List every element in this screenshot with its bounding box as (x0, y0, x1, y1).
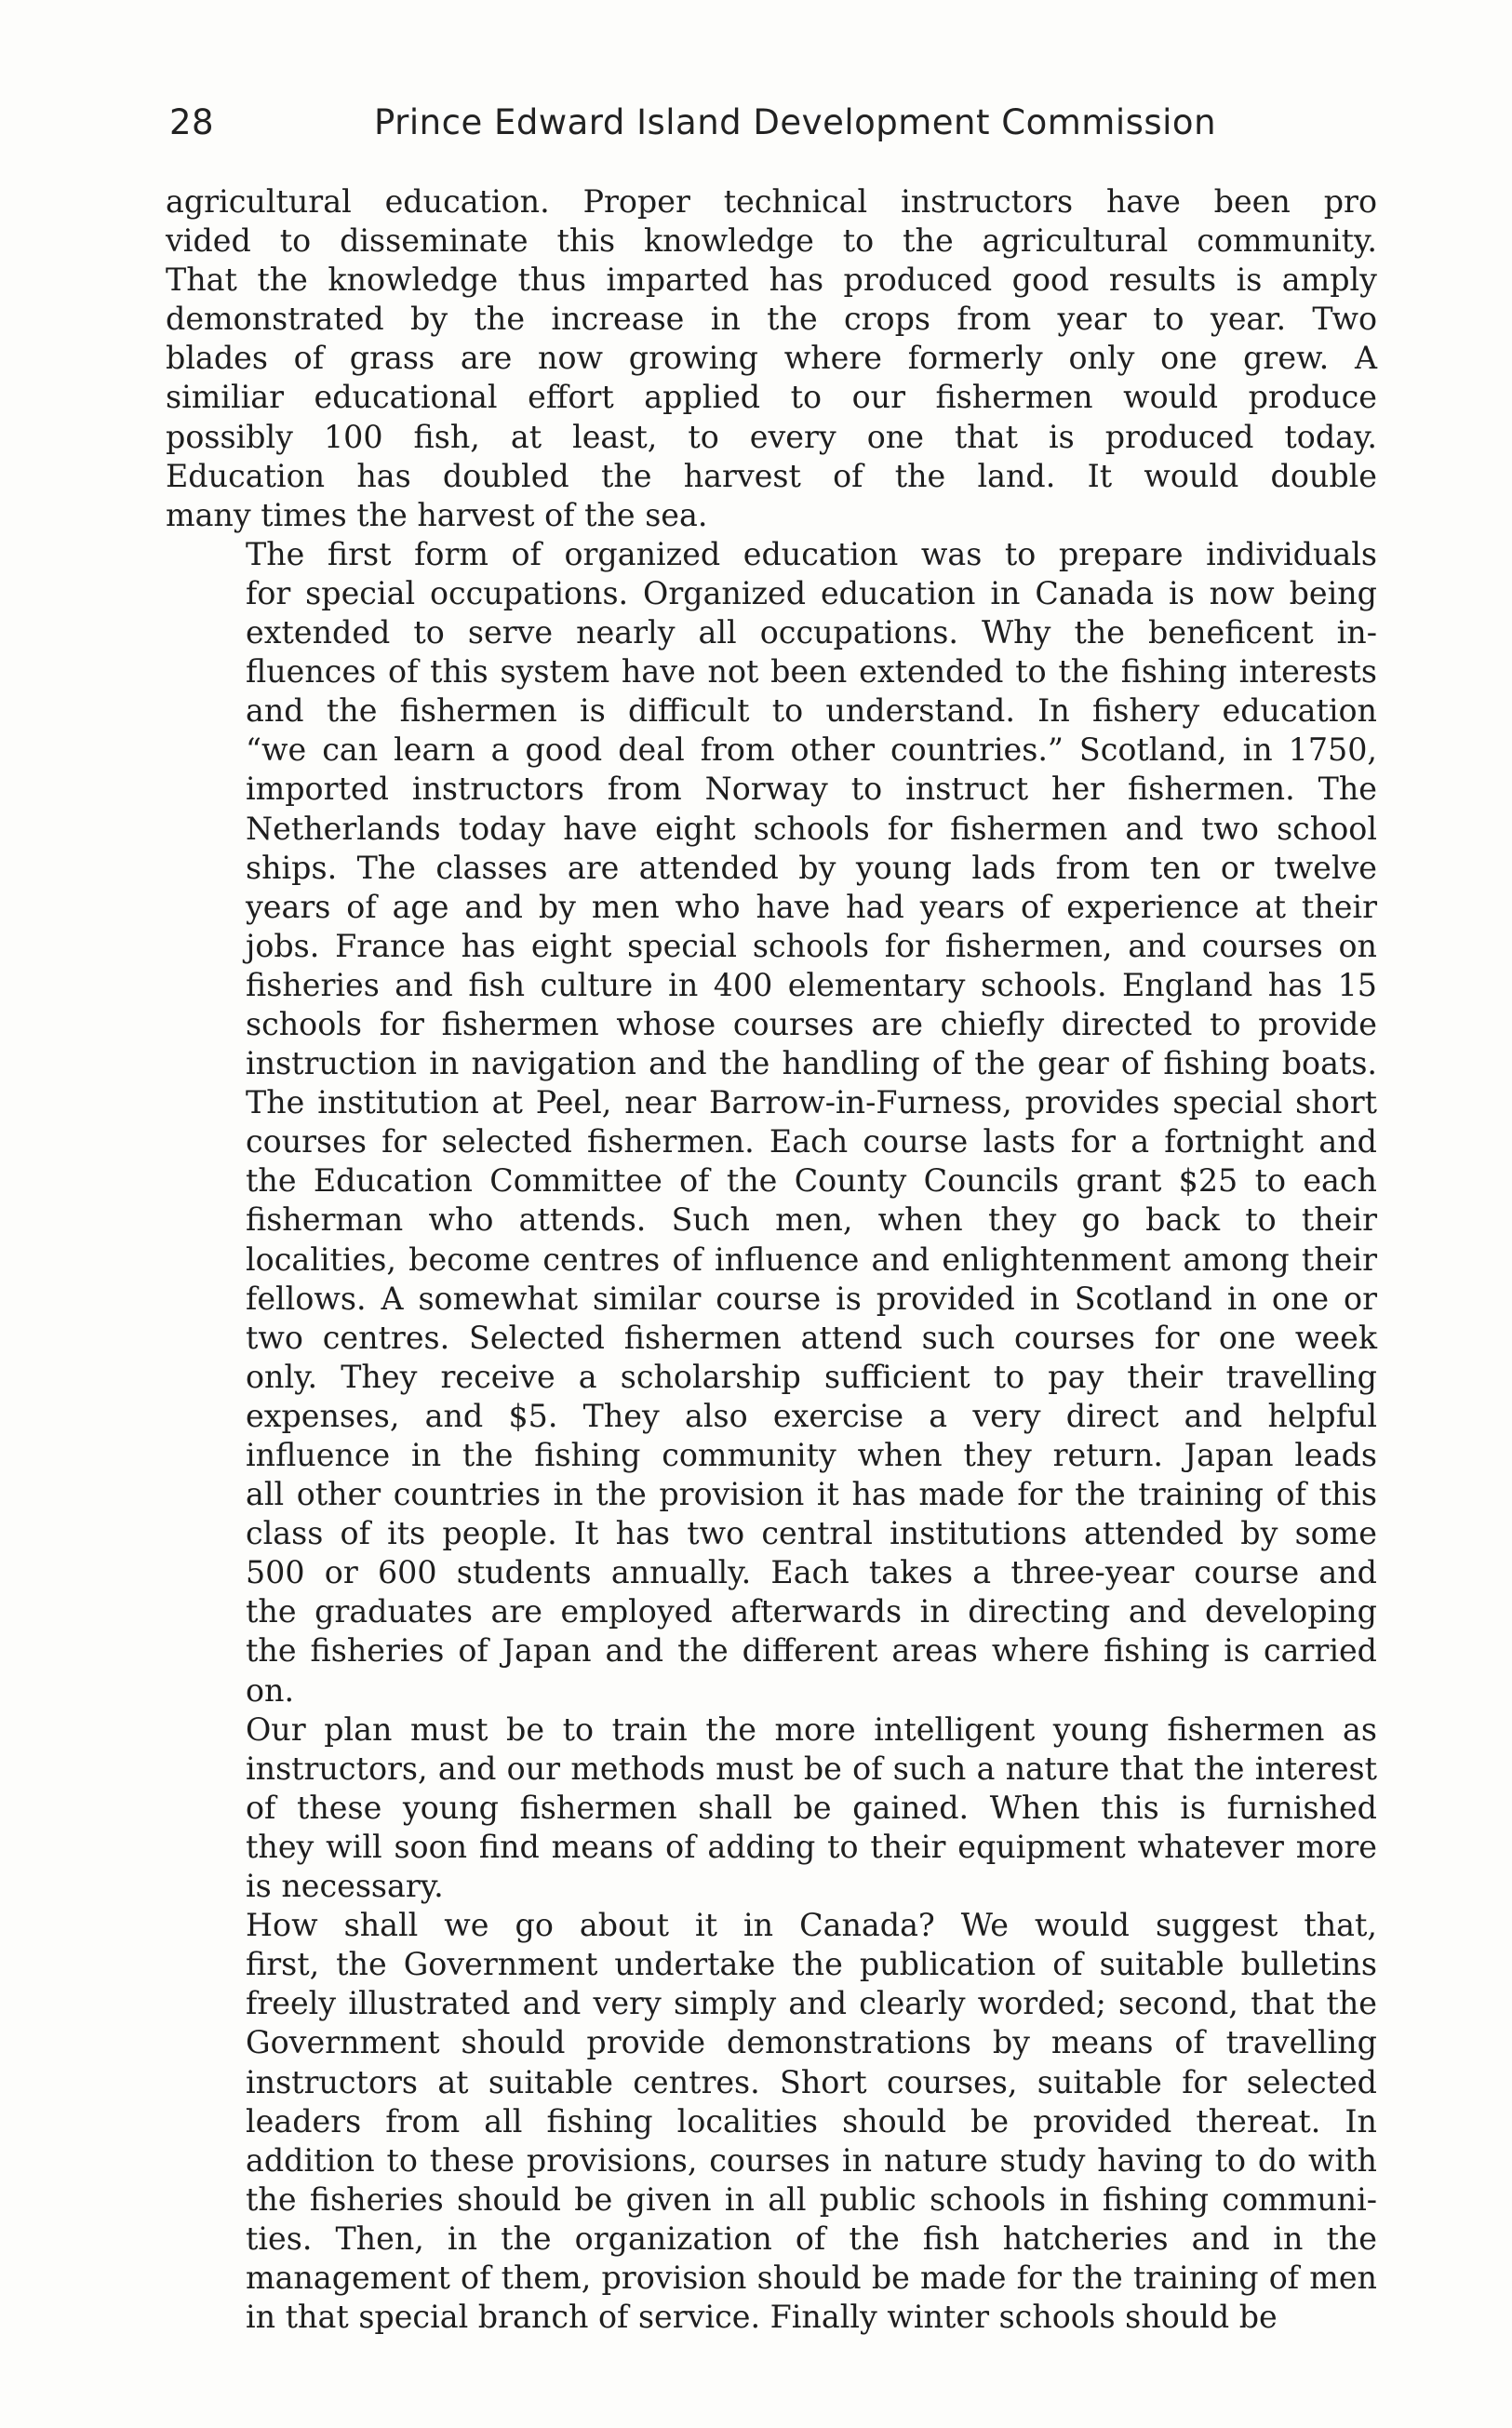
text-line: demonstrated by the increase in the crops from year to year. Two (166, 301, 1377, 338)
text-line: schools for fishermen whose courses are chiefly directed to provide (246, 1005, 1377, 1042)
text-line: agricultural education. Proper technical instructors have been pro (166, 183, 1377, 220)
paragraph (166, 182, 1377, 535)
text-line: for special occupations. Organized education in Canada is now being (246, 574, 1377, 611)
paragraph (166, 535, 1377, 1710)
text-line: on. (246, 1671, 295, 1709)
text-line: similiar educational effort applied to our fishermen would produce (166, 379, 1377, 416)
text-line: is necessary. (246, 1868, 444, 1905)
text-line: of these young fishermen shall be gained. When this is furnished (246, 1789, 1377, 1826)
text-line: addition to these provisions, courses in nature study having to do with (246, 2141, 1377, 2179)
text-line: fisheries and fish culture in 400 elementary schools. England has 15 (246, 966, 1377, 1003)
text-line: many times the harvest of the sea. (166, 496, 708, 533)
text-line: expenses, and $5. They also exercise a very direct and helpful (246, 1397, 1377, 1434)
text-line: only. They receive a scholarship sufficient to pay their travelling (246, 1358, 1377, 1395)
text-line: class of its people. It has two central institutions attended by some (246, 1515, 1377, 1552)
text-line: Netherlands today have eight schools for fishermen and two school (246, 810, 1377, 847)
text-line: vided to disseminate this knowledge to the agricultural community. (166, 222, 1377, 260)
body-text (166, 182, 1377, 2337)
text-line: ships. The classes are attended by young lads from ten or twelve (246, 849, 1377, 886)
running-title: Prince Edward Island Development Commission (374, 102, 1217, 142)
text-line: The institution at Peel, near Barrow-in-Furness, provides special short (246, 1084, 1377, 1121)
text-line: How shall we go about it in Canada? We would suggest that, (246, 1907, 1377, 1944)
text-line: “we can learn a good deal from other countries.” Scotland, in 1750, (246, 731, 1377, 769)
text-line: Education has doubled the harvest of the land. It would double (166, 457, 1377, 494)
text-line: instruction in navigation and the handling of the gear of fishing boats. (246, 1045, 1377, 1082)
text-line: ties. Then, in the organization of the fish hatcheries and in the (246, 2220, 1377, 2257)
text-line: and the fishermen is difficult to understand. In fishery education (246, 692, 1377, 730)
text-line: possibly 100 fish, at least, to every one that is produced today. (166, 418, 1377, 455)
text-line: courses for selected fishermen. Each course lasts for a fortnight and (246, 1123, 1377, 1160)
text-line: the fisheries should be given in all public schools in fishing communi- (246, 2180, 1377, 2218)
text-line: leaders from all fishing localities should be provided thereat. In (246, 2102, 1377, 2140)
text-line: Government should provide demonstrations by means of travelling (246, 2024, 1377, 2061)
text-line: all other countries in the provision it has made for the training of this (246, 1476, 1377, 1513)
text-line: The first form of organized education was to prepare individuals (246, 535, 1377, 572)
text-line: imported instructors from Norway to instruct her fishermen. The (246, 771, 1377, 808)
text-line: management of them, provision should be made for the training of men (246, 2259, 1377, 2296)
text-line: the fisheries of Japan and the different areas where fishing is carried (246, 1632, 1377, 1670)
paragraph (166, 1710, 1377, 1906)
paragraph (166, 1906, 1377, 2337)
text-line: fluences of this system have not been extended to the fishing interests (246, 653, 1377, 691)
text-line: extended to serve nearly all occupations. Why the beneficent in- (246, 614, 1377, 651)
text-line: the graduates are employed afterwards in directing and developing (246, 1593, 1377, 1630)
text-line: blades of grass are now growing where formerly only one grew. A (166, 340, 1377, 377)
running-header (169, 95, 1238, 151)
text-line: freely illustrated and very simply and clearly worded; second, that the (246, 1985, 1377, 2022)
text-line: localities, become centres of influence and enlightenment among their (246, 1241, 1377, 1278)
text-line: two centres. Selected fishermen attend such courses for one week (246, 1319, 1377, 1356)
text-line: fisherman who attends. Such men, when they go back to their (246, 1201, 1377, 1239)
page-number: 28 (169, 102, 215, 142)
text-line: the Education Committee of the County Councils grant $25 to each (246, 1162, 1377, 1200)
text-line: 500 or 600 students annually. Each takes a three-year course and (246, 1554, 1377, 1591)
text-line: in that special branch of service. Finally winter schools should be (246, 2299, 1278, 2336)
text-line: fellows. A somewhat similar course is provided in Scotland in one or (246, 1280, 1377, 1317)
text-line: years of age and by men who have had years of experience at their (246, 888, 1377, 925)
text-line: instructors at suitable centres. Short courses, suitable for selected (246, 2063, 1377, 2100)
text-line: they will soon find means of adding to their equipment whatever more (246, 1828, 1377, 1865)
text-line: influence in the fishing community when they return. Japan leads (246, 1437, 1377, 1473)
text-line: instructors, and our methods must be of such a nature that the interest (246, 1750, 1377, 1787)
text-line: Our plan must be to train the more intelligent young fishermen as (246, 1710, 1377, 1748)
text-line: That the knowledge thus imparted has produced good results is amply (166, 262, 1377, 299)
text-line: jobs. France has eight special schools for fishermen, and courses on (246, 927, 1377, 964)
text-line: first, the Government undertake the publication of suitable bulletins (246, 1946, 1377, 1983)
